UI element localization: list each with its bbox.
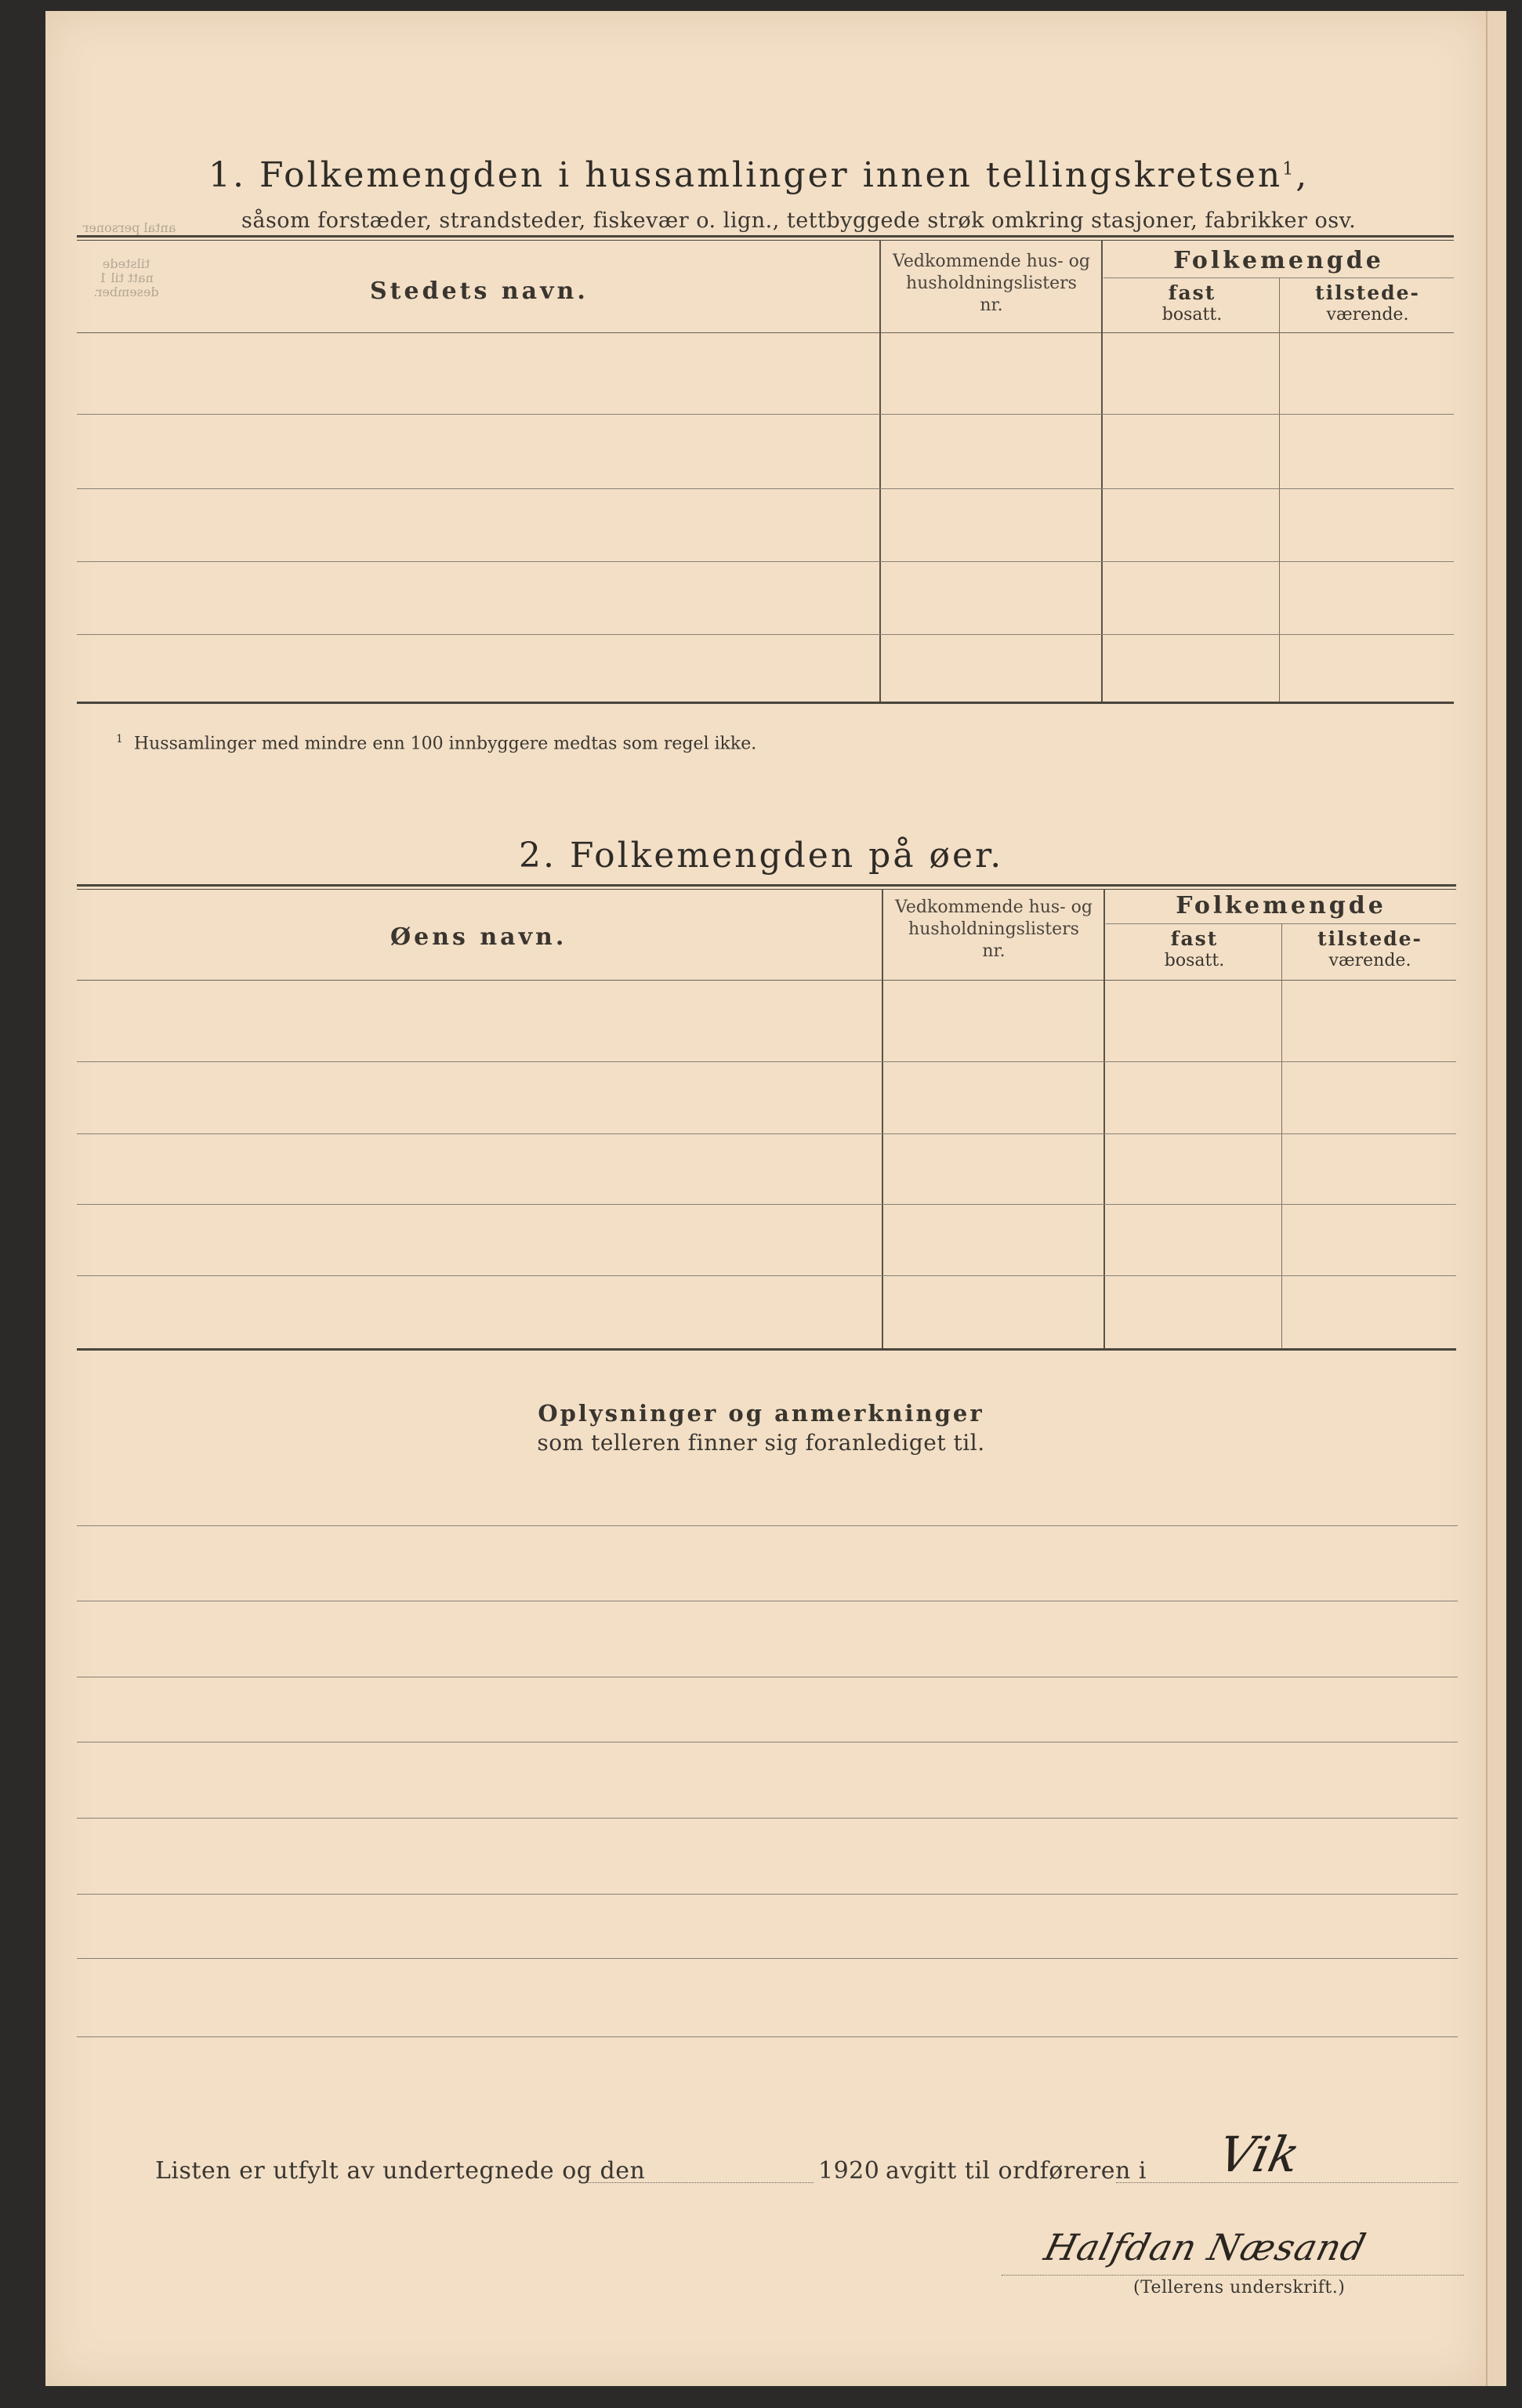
remarks-line: [77, 1958, 1458, 1959]
section1-col-tilstede: tilstede- værende.: [1315, 281, 1420, 325]
section2-col-list: Vedkommende hus- og husholdningslisters nr.: [895, 898, 1093, 961]
signature-year: 1920: [818, 2157, 880, 2185]
census-form-page: [45, 11, 1486, 2386]
remarks-line: [77, 2036, 1458, 2037]
section2-bottom-rule: [77, 1348, 1456, 1351]
remarks-line: [77, 1894, 1458, 1895]
section2-top-rule: [77, 884, 1456, 887]
section2-col-tilstede: tilstede- værende.: [1317, 927, 1422, 970]
remarks-title: Oplysninger og anmerkninger: [538, 1400, 984, 1427]
remarks-line: [77, 1525, 1458, 1526]
section1-top-rule: [77, 235, 1454, 238]
section2-vline-1: [882, 889, 883, 1350]
section1-header-bottom: [77, 332, 1454, 333]
section1-subtitle: såsom forstæder, strandsteder, fiskevær o. lign., tettbyggede strøk omkring stasjoner, fabrikker osv.: [241, 209, 1357, 233]
page-edge: [1486, 11, 1506, 2386]
section1-col-folkemengde: Folkemengde: [1173, 247, 1384, 274]
section1-bottom-rule: [77, 702, 1454, 704]
bleed-through-header: antal personer: [82, 220, 176, 235]
section2-top-rule-2: [77, 889, 1456, 890]
teller-signature-handwritten: Halfdan Næsand: [1040, 2226, 1371, 2268]
section2-row-line: [77, 1204, 1456, 1205]
section2-title: 2. Folkemengden på øer.: [519, 836, 1004, 876]
section1-vline-3: [1279, 277, 1280, 704]
signature-caption: (Tellerens underskrift.): [1133, 2278, 1346, 2297]
section2-row-line: [77, 1275, 1456, 1276]
signature-middle: avgitt til ordføreren i: [886, 2157, 1147, 2185]
section1-col-name: Stedets navn.: [370, 277, 589, 305]
section2-col-fast: fast bosatt.: [1164, 927, 1225, 970]
remarks-line: [77, 1742, 1458, 1743]
section2-vline-3: [1281, 923, 1282, 1350]
bleed-through-column: tilstede natt til 1 desember.: [93, 256, 159, 299]
section1-top-rule-2: [77, 240, 1454, 241]
date-blank-line: [586, 2182, 814, 2184]
section2-col-folkemengde: Folkemengde: [1176, 892, 1386, 919]
section2-row-line: [77, 1061, 1456, 1062]
signature-prefix: Listen er utfylt av undertegnede og den: [155, 2157, 646, 2185]
remarks-subtitle: som telleren finner sig foranlediget til.: [537, 1430, 985, 1456]
section1-row-line: [77, 561, 1454, 562]
signature-line: [1002, 2275, 1464, 2276]
remarks-line: [77, 1818, 1458, 1819]
section1-col-fast: fast bosatt.: [1161, 281, 1223, 325]
section1-row-line: [77, 414, 1454, 415]
section1-row-line: [77, 488, 1454, 489]
section2-header-bottom: [77, 980, 1456, 981]
section1-title: 1. Folkemengden i hussamlinger innen tellingskretsen$^1$,: [208, 155, 1310, 195]
section2-row-line: [77, 1133, 1456, 1134]
section1-row-line: [77, 634, 1454, 635]
section1-col-list: Vedkommende hus- og husholdningslisters nr.: [893, 252, 1090, 315]
section1-footnote: $^1$ Hussamlinger med mindre enn 100 innbyggere medtas som regel ikke.: [116, 733, 757, 754]
section2-vline-2: [1103, 889, 1105, 1350]
place-handwritten: Vik: [1213, 2126, 1305, 2183]
section2-col-name: Øens navn.: [390, 923, 567, 951]
